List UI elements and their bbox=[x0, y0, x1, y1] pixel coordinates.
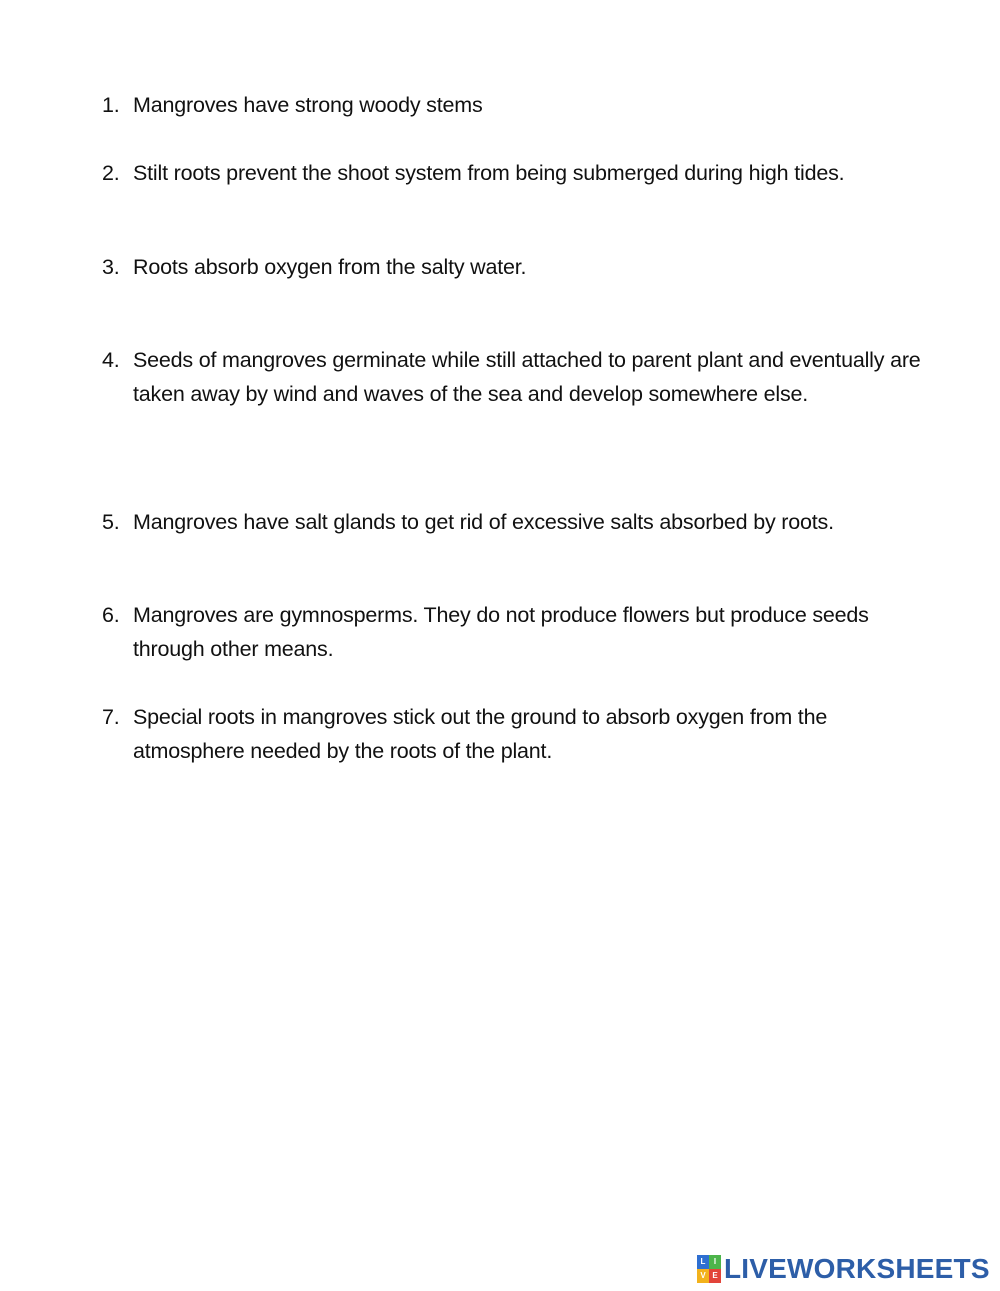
statement-item bbox=[102, 343, 942, 411]
statement-item bbox=[102, 598, 942, 666]
item-text: Stilt roots prevent the shoot system from being submerged during high tides. bbox=[133, 161, 845, 185]
statement-item bbox=[102, 700, 942, 768]
item-number: 5. bbox=[102, 510, 120, 534]
item-text: Mangroves have salt glands to get rid of excessive salts absorbed by roots. bbox=[133, 510, 834, 534]
liveworksheets-logo bbox=[697, 1252, 990, 1286]
item-number: 6. bbox=[102, 603, 120, 627]
item-text: Mangroves are gymnosperms. They do not produce flowers but produce seeds through other means. bbox=[133, 603, 869, 661]
item-number: 3. bbox=[102, 255, 120, 279]
item-text: Special roots in mangroves stick out the ground to absorb oxygen from the atmosphere needed by the roots of the plant. bbox=[133, 705, 828, 763]
item-number: 1. bbox=[102, 93, 120, 117]
liveworksheets-logo-text: LIVEWORKSHEETS bbox=[724, 1253, 990, 1284]
statement-item bbox=[102, 88, 942, 122]
item-number: 7. bbox=[102, 705, 120, 729]
item-text: Seeds of mangroves germinate while still attached to parent plant and eventually are taken away by wind and waves of the sea and develop somewhere else. bbox=[133, 348, 921, 406]
item-number: 2. bbox=[102, 161, 120, 185]
statement-item bbox=[102, 250, 942, 284]
item-text: Roots absorb oxygen from the salty water. bbox=[133, 255, 527, 279]
liveworksheets-logo-icon: L I V E bbox=[697, 1255, 721, 1283]
item-number: 4. bbox=[102, 348, 120, 372]
statement-item bbox=[102, 505, 942, 539]
item-text: Mangroves have strong woody stems bbox=[133, 93, 483, 117]
statement-item bbox=[102, 156, 942, 190]
